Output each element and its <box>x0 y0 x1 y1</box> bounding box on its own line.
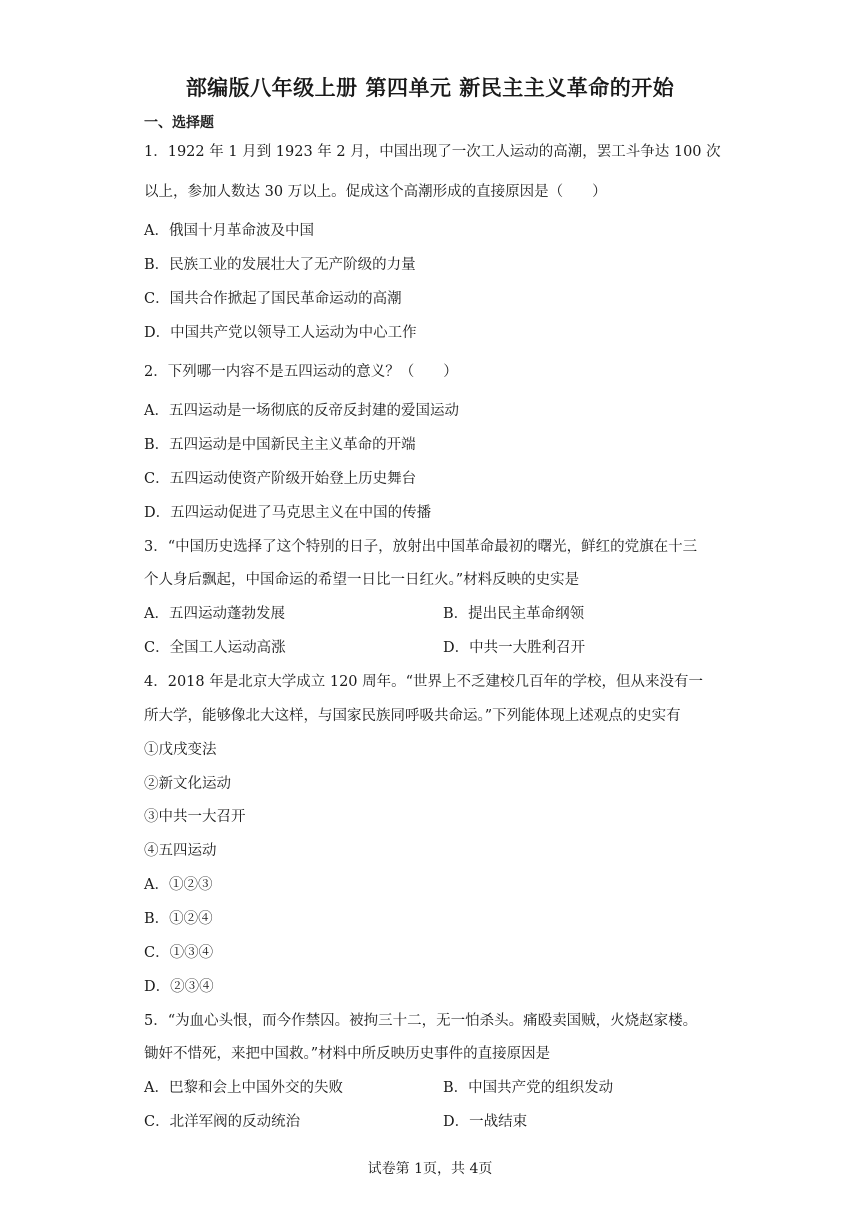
question-3-option-d: D．中共一大胜利召开 <box>443 640 586 656</box>
question-4-option-b: B．①②④ <box>144 911 213 927</box>
question-3-option-b: B．提出民主革命纲领 <box>443 606 585 622</box>
question-1-option-b: B．民族工业的发展壮大了无产阶级的力量 <box>144 257 416 273</box>
question-3-option-a: A．五四运动蓬勃发展 <box>144 606 285 622</box>
question-5-option-a: A．巴黎和会上中国外交的失败 <box>144 1080 343 1096</box>
question-2-option-a: A．五四运动是一场彻底的反帝反封建的爱国运动 <box>144 403 459 419</box>
page-footer: 试卷第 1页，共 4页 <box>367 1161 493 1177</box>
question-4-stem-line-2: 所大学，能够像北大这样，与国家民族同呼吸共命运。”下列能体现上述观点的史实有 <box>144 708 681 724</box>
question-4-option-c: C．①③④ <box>144 945 214 961</box>
question-1-option-a: A．俄国十月革命波及中国 <box>144 223 314 239</box>
question-4-option-d: D．②③④ <box>144 979 214 995</box>
question-1-option-d: D．中国共产党以领导工人运动为中心工作 <box>144 325 417 341</box>
question-2-stem-line-1: 2．下列哪一内容不是五四运动的意义？（ ） <box>144 364 458 380</box>
question-4-item-2: ②新文化运动 <box>144 776 231 792</box>
question-5-stem-line-1: 5．“为血心头恨，而今作禁囚。被拘三十二，无一怕杀头。痛殴卖国贼，火烧赵家楼。 <box>144 1013 698 1029</box>
question-5-stem-line-2: 锄奸不惜死，来把中国救。”材料中所反映历史事件的直接原因是 <box>144 1046 551 1062</box>
question-4-stem-line-1: 4．2018 年是北京大学成立 120 周年。“世界上不乏建校几百年的学校，但从来没有一 <box>144 674 704 690</box>
question-1-option-c: C．国共合作掀起了国民革命运动的高潮 <box>144 291 402 307</box>
question-5-option-c: C．北洋军阀的反动统治 <box>144 1114 301 1130</box>
question-3-option-c: C．全国工人运动高涨 <box>144 640 286 656</box>
question-2-option-b: B．五四运动是中国新民主主义革命的开端 <box>144 437 416 453</box>
question-1-stem-line-2: 以上，参加人数达 30 万以上。促成这个高潮形成的直接原因是（ ） <box>144 184 607 200</box>
question-4-option-a: A．①②③ <box>144 877 213 893</box>
question-4-item-1: ①戊戌变法 <box>144 742 217 758</box>
question-2-option-d: D．五四运动促进了马克思主义在中国的传播 <box>144 505 432 521</box>
question-5-option-d: D．一战结束 <box>443 1114 528 1130</box>
question-3-stem-line-2: 个人身后飘起，中国命运的希望一日比一日红火。”材料反映的史实是 <box>144 572 580 588</box>
question-2-option-c: C．五四运动使资产阶级开始登上历史舞台 <box>144 471 417 487</box>
question-4-item-4: ④五四运动 <box>144 843 217 859</box>
question-5-option-b: B．中国共产党的组织发动 <box>443 1080 614 1096</box>
section-heading: 一、选择题 <box>144 115 214 131</box>
question-4-item-3: ③中共一大召开 <box>144 809 246 825</box>
page-title: 部编版八年级上册 第四单元 新民主主义革命的开始 <box>185 76 675 100</box>
question-1-stem-line-1: 1．1922 年 1 月到 1923 年 2 月，中国出现了一次工人运动的高潮，罢工斗争达 100 次 <box>144 144 721 160</box>
question-3-stem-line-1: 3．“中国历史选择了这个特别的日子，放射出中国革命最初的曙光，鲜红的党旗在十三 <box>144 539 698 555</box>
